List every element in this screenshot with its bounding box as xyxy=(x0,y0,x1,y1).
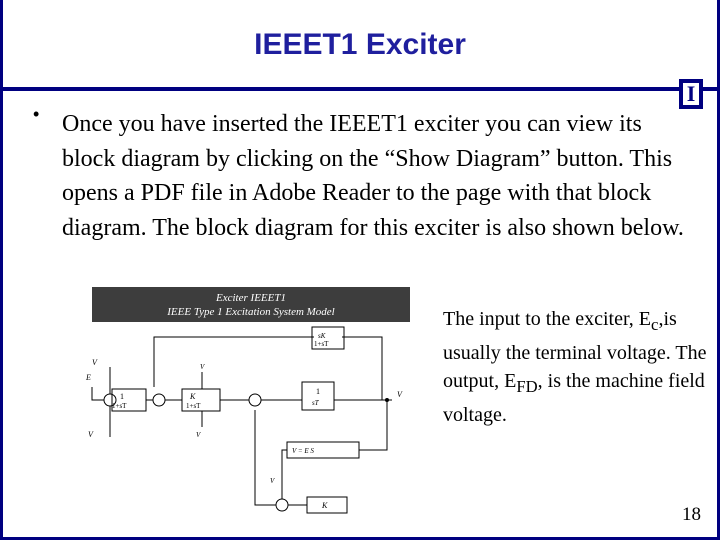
svg-text:V: V xyxy=(200,363,205,371)
sum-junction-4 xyxy=(276,499,288,511)
side-text-sub2: FD xyxy=(516,377,538,396)
vr-path xyxy=(255,410,276,505)
svg-text:sT: sT xyxy=(312,399,319,407)
svg-text:K: K xyxy=(322,501,328,510)
diagram-banner-subtitle: IEEE Type 1 Excitation System Model xyxy=(167,306,335,318)
svg-text:K: K xyxy=(190,392,196,401)
ec-input xyxy=(92,387,104,400)
sum-junction-2 xyxy=(153,394,165,406)
side-text-part3: , is the machine field voltage. xyxy=(443,370,705,426)
side-text-part1: The input to the exciter, E xyxy=(443,308,652,330)
svg-text:1+sT: 1+sT xyxy=(186,402,201,410)
svg-text:1+sT: 1+sT xyxy=(314,340,329,348)
svg-text:1: 1 xyxy=(316,387,320,396)
title-divider xyxy=(0,87,720,91)
block-diagram-svg xyxy=(86,287,432,527)
feedback-path-top xyxy=(154,337,314,387)
svg-text:V: V xyxy=(270,477,275,485)
svg-text:V: V xyxy=(397,390,402,399)
university-logo-icon: I xyxy=(679,79,703,109)
page-number: 18 xyxy=(682,504,701,525)
side-text-sub1: c xyxy=(651,315,659,334)
feedback-path-right xyxy=(342,337,382,400)
svg-text:V: V xyxy=(196,431,201,439)
diagram-banner-title: Exciter IEEET1 xyxy=(216,292,286,304)
svg-text:E: E xyxy=(86,373,91,382)
slide-title: IEEET1 Exciter xyxy=(254,28,466,61)
svg-text:V: V xyxy=(88,430,93,439)
svg-text:1: 1 xyxy=(120,392,124,401)
svg-text:sK: sK xyxy=(318,332,326,340)
svg-text:V = E S: V = E S xyxy=(292,447,314,455)
side-text-part2: ,is usually the terminal voltage. The output, E xyxy=(443,308,707,392)
block-diagram xyxy=(86,287,432,527)
left-border xyxy=(0,0,3,540)
svg-text:V: V xyxy=(92,358,97,367)
sum-junction-3 xyxy=(249,394,261,406)
svg-text:1+sT: 1+sT xyxy=(112,402,127,410)
bullet-text: Once you have inserted the IEEET1 exciter you can view its block diagram by clicking on the “Show Diagram” button. This opens a PDF file in Adobe Reader to the page with that block diagram. The block diagram for this exciter is also shown below. xyxy=(62,111,684,241)
side-text xyxy=(443,305,708,429)
bullet-icon: • xyxy=(33,104,40,124)
